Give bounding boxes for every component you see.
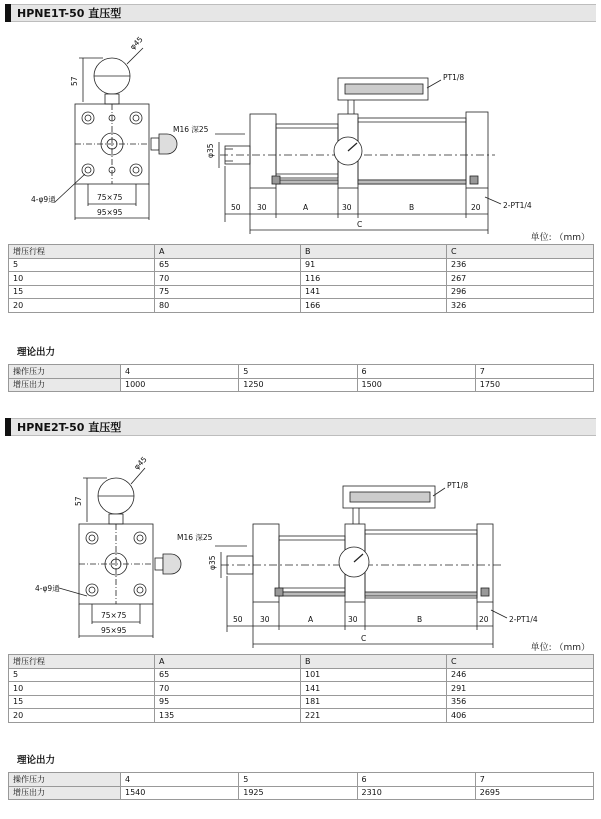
header-cell: 增压行程 [9,245,155,259]
table-cell: 65 [155,668,301,682]
table-cell: 101 [301,668,447,682]
label-30a: 30 [260,615,270,624]
label-50: 50 [231,203,241,212]
row-label: 增压出力 [9,378,121,392]
label-50: 50 [233,615,243,624]
label-A: A [308,615,314,624]
table-cell: 95 [155,695,301,709]
table-cell: 5 [239,365,357,379]
force-table [8,364,594,392]
table-cell: 20 [9,709,155,723]
table-row [9,272,594,286]
label-30b: 30 [342,203,352,212]
row-label: 增压出力 [9,786,121,800]
header-cell: C [447,655,594,669]
force-title: 理论出力 [17,347,56,358]
table-cell: 10 [9,272,155,286]
table-cell: 141 [301,285,447,299]
table-row [9,668,594,682]
table-cell: 15 [9,285,155,299]
label-30a: 30 [257,203,267,212]
table-row [9,299,594,313]
table-row [9,285,594,299]
label-B: B [409,203,415,212]
cylinder-tube [365,530,477,598]
table-cell: 181 [301,695,447,709]
table-cell: 6 [357,773,475,787]
label-holes: 4-φ9通 [35,584,60,593]
table-cell: 356 [447,695,594,709]
section-hpne1t [5,4,596,390]
table-cell: 20 [9,299,155,313]
table-header-row [9,655,594,669]
stroke-table [8,244,594,313]
table-cell: 267 [447,272,594,286]
technical-drawing [5,436,596,651]
label-57: 57 [70,76,79,86]
table-cell: 5 [239,773,357,787]
stroke-table [8,654,594,723]
table-cell: 296 [447,285,594,299]
table-cell: 1750 [475,378,593,392]
label-phi35: φ35 [206,143,215,158]
force-table [8,772,594,800]
header-marker [5,4,11,22]
section-hpne2t [5,418,596,798]
label-75x75: 75×75 [97,193,123,202]
header-cell: B [301,655,447,669]
table-cell: 141 [301,682,447,696]
table-cell: 5 [9,668,155,682]
label-95x95: 95×95 [101,626,127,635]
table-cell: 4 [121,365,239,379]
label-C: C [361,634,367,643]
table-cell: 7 [475,773,593,787]
row-label: 操作压力 [9,365,121,379]
table-row [9,773,594,787]
label-75x75: 75×75 [101,611,127,620]
label-pt14: 2-PT1/4 [503,201,532,210]
label-pt14: 2-PT1/4 [509,615,538,624]
header-cell: B [301,245,447,259]
label-phi45: φ45 [132,454,149,472]
table-row [9,365,594,379]
header-cell: 增压行程 [9,655,155,669]
table-cell: 70 [155,272,301,286]
label-holes: 4-φ9通 [31,195,56,204]
section-header [5,4,596,22]
table-cell: 116 [301,272,447,286]
label-m16: M16 深25 [177,533,213,542]
table-row [9,695,594,709]
header-marker [5,418,11,436]
unit-label: 单位: （mm） [530,233,590,243]
drawing-svg [5,22,596,237]
table-cell: 246 [447,668,594,682]
table-cell: 406 [447,709,594,723]
unit-label: 单位: （mm） [530,643,590,653]
label-30b: 30 [348,615,358,624]
table-cell: 1540 [121,786,239,800]
section-header [5,418,596,436]
table-row [9,378,594,392]
table-row [9,258,594,272]
row-label: 操作压力 [9,773,121,787]
drawing-svg [5,436,596,651]
table-cell: 2695 [475,786,593,800]
table-cell: 80 [155,299,301,313]
label-m16: M16 深25 [173,125,209,134]
table-cell: 10 [9,682,155,696]
label-B: B [417,615,423,624]
label-20: 20 [471,203,481,212]
table-row [9,786,594,800]
table-cell: 4 [121,773,239,787]
label-C: C [357,220,363,229]
section-title: HPNE2T-50 直压型 [17,421,122,434]
table-cell: 91 [301,258,447,272]
table-cell: 70 [155,682,301,696]
header-cell: C [447,245,594,259]
table-cell: 221 [301,709,447,723]
label-pt18: PT1/8 [443,73,465,82]
section-title: HPNE1T-50 直压型 [17,7,122,20]
cylinder-tube [358,118,466,184]
table-cell: 326 [447,299,594,313]
table-cell: 65 [155,258,301,272]
force-title: 理论出力 [17,755,56,766]
label-20: 20 [479,615,489,624]
table-cell: 75 [155,285,301,299]
table-cell: 236 [447,258,594,272]
label-phi35: φ35 [208,555,217,570]
table-cell: 15 [9,695,155,709]
table-header-row [9,245,594,259]
table-cell: 1250 [239,378,357,392]
table-cell: 1925 [239,786,357,800]
technical-drawing [5,22,596,237]
table-cell: 291 [447,682,594,696]
label-A: A [303,203,309,212]
table-cell: 7 [475,365,593,379]
table-cell: 166 [301,299,447,313]
table-cell: 5 [9,258,155,272]
label-pt18: PT1/8 [447,481,469,490]
table-cell: 1000 [121,378,239,392]
table-cell: 135 [155,709,301,723]
label-phi45: φ45 [128,34,145,52]
table-row [9,709,594,723]
label-95x95: 95×95 [97,208,123,217]
table-row [9,682,594,696]
table-cell: 6 [357,365,475,379]
table-cell: 1500 [357,378,475,392]
table-cell: 2310 [357,786,475,800]
header-cell: A [155,245,301,259]
label-57: 57 [74,496,83,506]
header-cell: A [155,655,301,669]
